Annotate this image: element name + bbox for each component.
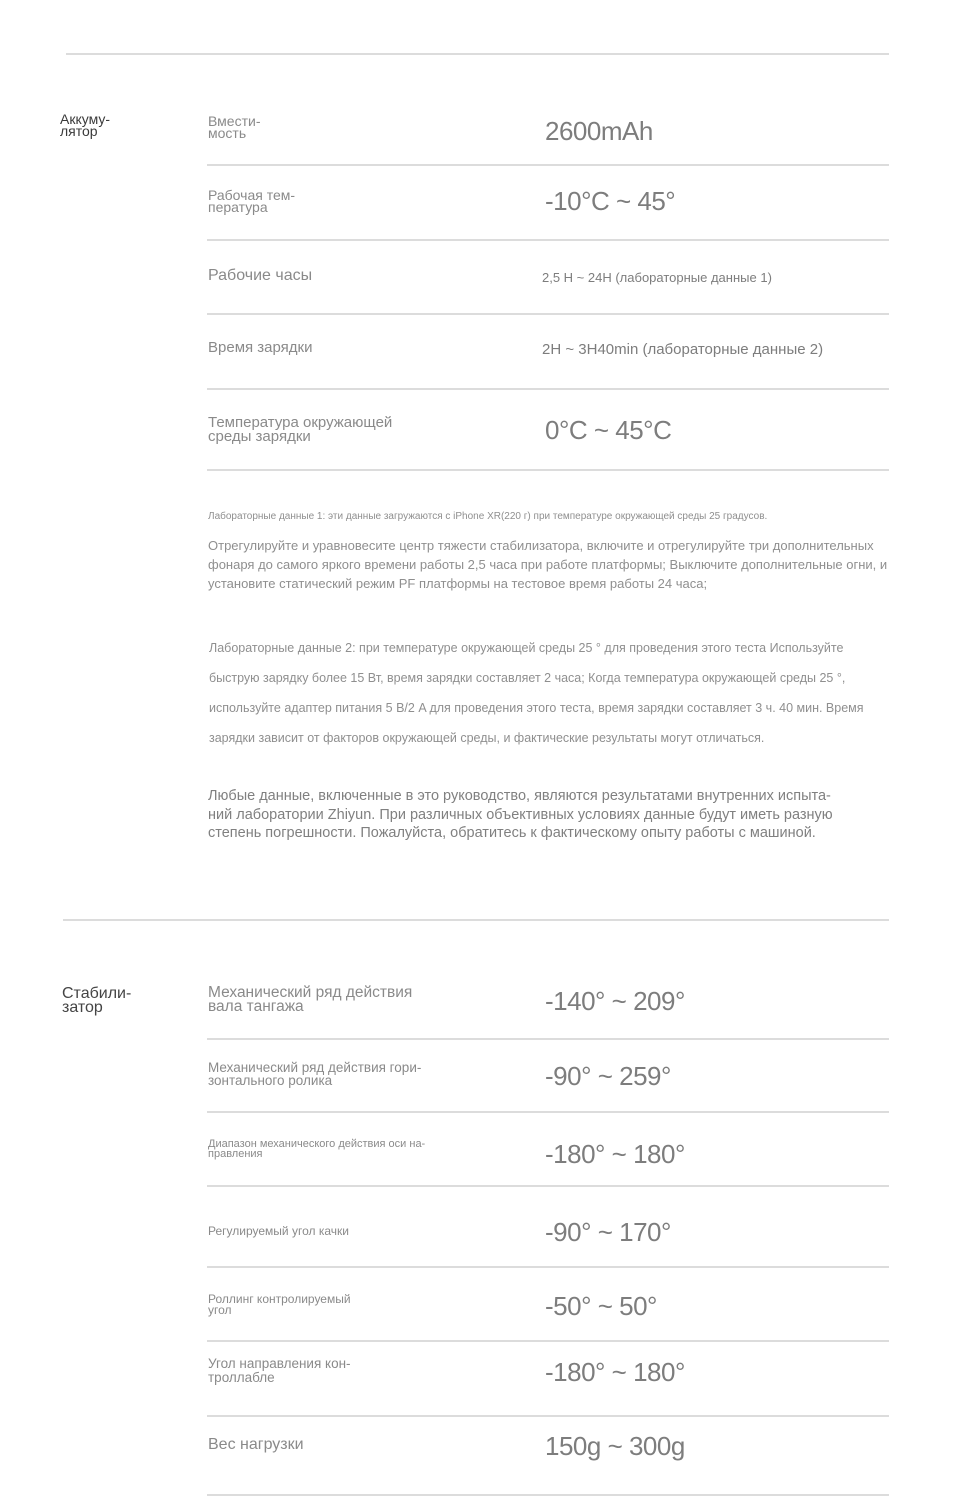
row-label-operating-temp: Рабочая тем- пература bbox=[208, 187, 296, 215]
row-label-controllable-pan: Угол направления кон- троллабле bbox=[208, 1356, 351, 1385]
section-title-gimbal: Стабили- затор bbox=[62, 985, 132, 1016]
row-label-charging-time: Время зарядки bbox=[208, 339, 313, 356]
row-value-controllable-pan: -180° ~ 180° bbox=[545, 1357, 685, 1387]
row-label-capacity: Вмести- мость bbox=[208, 113, 261, 141]
disclaimer: Любые данные, включенные в это руководство, являются результатами внутренних испыта- ний лаборатории Zhiyun. При различных объективных условиях данные будут иметь разную степень погрешности. Пожалуйста, обратитесь к фактическому опыту работы с машиной. bbox=[208, 788, 833, 841]
row-divider bbox=[207, 1038, 889, 1040]
row-value-working-hours: 2,5 Н ~ 24Н (лабораторные данные 1) bbox=[542, 270, 772, 285]
row-divider bbox=[207, 1266, 889, 1268]
row-divider bbox=[207, 388, 889, 390]
row-value-controllable-roll: -50° ~ 50° bbox=[545, 1291, 657, 1321]
row-divider bbox=[207, 164, 889, 166]
row-value-controllable-tilt: -90° ~ 170° bbox=[545, 1217, 671, 1247]
row-value-tilt-range: -140° ~ 209° bbox=[545, 986, 685, 1016]
row-divider bbox=[207, 1185, 889, 1187]
row-label-roll-range: Механический ряд действия гори- зонтального ролика bbox=[208, 1060, 422, 1088]
row-value-roll-range: -90° ~ 259° bbox=[545, 1061, 671, 1091]
lab-note-2: Лабораторные данные 2: при температуре окружающей среды 25 ° для проведения этого теста Используйте быструю зарядку более 15 Вт, время зарядки составляет 2 часа; Когда температура окружающей среды 25 °, используйте адаптер питания 5 В/2 A для проведения этого теста, время зарядки составляет 3 ч. 40 мин. Время зарядки зависит от факторов окружающей среды, и фактические результаты могут отличаться. bbox=[209, 641, 864, 745]
row-value-capacity: 2600mAh bbox=[545, 116, 653, 146]
top-divider bbox=[66, 53, 889, 55]
section-title-battery: Аккуму- лятор bbox=[60, 111, 111, 139]
row-label-tilt-range: Механический ряд действия вала тангажа bbox=[208, 984, 413, 1015]
row-value-payload: 150g ~ 300g bbox=[545, 1431, 685, 1461]
row-divider bbox=[207, 1415, 889, 1417]
row-label-working-hours: Рабочие часы bbox=[208, 267, 313, 284]
row-label-controllable-tilt: Регулируемый угол качки bbox=[208, 1224, 349, 1238]
row-value-charging-ambient-temp: 0°C ~ 45°C bbox=[545, 415, 672, 445]
row-divider bbox=[207, 469, 889, 471]
row-divider bbox=[207, 1111, 889, 1113]
row-value-charging-time: 2Н ~ 3H40min (лабораторные данные 2) bbox=[542, 341, 824, 358]
lab-note-1-title: Лабораторные данные 1: эти данные загружаются с iPhone XR(220 г) при температуре окружающей среды 25 градусов. bbox=[208, 511, 768, 522]
row-divider bbox=[207, 1340, 889, 1342]
row-label-payload: Вес нагрузки bbox=[208, 1436, 304, 1453]
section-divider bbox=[63, 919, 889, 921]
row-label-pan-range: Диапазон механического действия оси на- правления bbox=[208, 1138, 426, 1160]
row-divider bbox=[207, 239, 889, 241]
row-label-controllable-roll: Роллинг контролируемый угол bbox=[208, 1292, 351, 1317]
row-value-operating-temp: -10°C ~ 45° bbox=[545, 186, 676, 216]
row-label-charging-ambient-temp: Температура окружающей среды зарядки bbox=[208, 414, 393, 445]
row-value-pan-range: -180° ~ 180° bbox=[545, 1139, 685, 1169]
lab-note-1-body: Отрегулируйте и уравновесите центр тяжести стабилизатора, включите и отрегулируйте три дополнительных фонаря до самого яркого времени работы 2,5 часа при работе платформы; Выключите дополнительные огни, и установите статический режим PF платформы на тестовое время работы 24 часа; bbox=[208, 538, 888, 591]
row-divider bbox=[207, 313, 889, 315]
row-divider bbox=[207, 1494, 889, 1496]
